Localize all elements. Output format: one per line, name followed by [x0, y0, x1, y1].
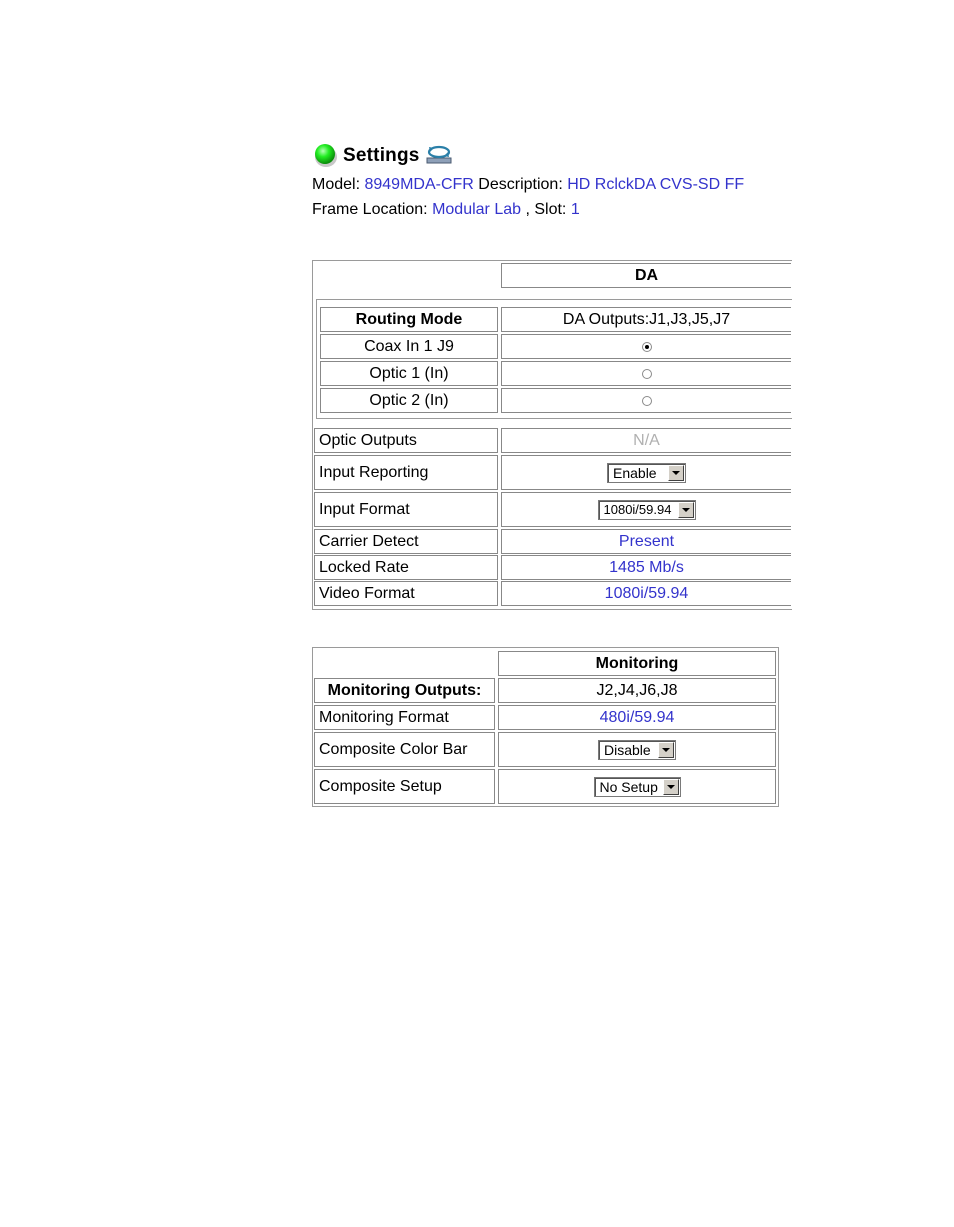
routing-radio-optic2[interactable] — [642, 396, 652, 406]
composite-setup-cell — [498, 769, 776, 804]
composite-color-bar-selected: Disable — [604, 741, 651, 758]
video-format-value: 1080i/59.94 — [501, 581, 791, 606]
monitoring-outputs-value: J2,J4,J6,J8 — [498, 678, 776, 703]
settings-header — [312, 142, 792, 170]
input-reporting-selected: Enable — [613, 464, 657, 481]
optic-outputs-label: Optic Outputs — [314, 428, 498, 453]
routing-radio-coax[interactable] — [642, 342, 652, 352]
input-format-select[interactable] — [598, 500, 696, 520]
frame-location-line — [312, 201, 580, 219]
monitoring-outputs-label: Monitoring Outputs: — [314, 678, 495, 703]
routing-mode-label: Routing Mode — [320, 307, 498, 332]
status-led-icon — [312, 142, 338, 168]
optic-outputs-value: N/A — [501, 428, 791, 453]
frame-location-label: Frame Location: — [312, 201, 428, 218]
monitoring-format-label: Monitoring Format — [314, 705, 495, 730]
model-description-line — [312, 176, 780, 194]
model-label: Model: — [312, 176, 361, 193]
da-column-header: DA — [501, 263, 791, 288]
routing-option-coax-label: Coax In 1 J9 — [320, 334, 498, 359]
locked-rate-label: Locked Rate — [314, 555, 498, 580]
frame-location-value[interactable]: Modular Lab — [432, 201, 522, 218]
routing-option-optic2-cell — [501, 388, 791, 413]
routing-option-optic1-label: Optic 1 (In) — [320, 361, 498, 386]
chevron-down-icon[interactable] — [658, 742, 674, 758]
refresh-icon[interactable] — [426, 144, 452, 164]
slot-label: , Slot: — [525, 201, 567, 218]
video-format-label: Video Format — [314, 581, 498, 606]
routing-option-optic2-label: Optic 2 (In) — [320, 388, 498, 413]
chevron-down-icon[interactable] — [663, 779, 679, 795]
monitoring-format-value: 480i/59.94 — [498, 705, 776, 730]
description-label: Description: — [478, 176, 563, 193]
composite-setup-selected: No Setup — [599, 778, 658, 795]
routing-option-optic1-cell — [501, 361, 791, 386]
input-reporting-cell — [501, 455, 791, 490]
input-reporting-select[interactable] — [607, 463, 686, 483]
input-reporting-label: Input Reporting — [314, 455, 498, 490]
locked-rate-value: 1485 Mb/s — [501, 555, 791, 580]
carrier-detect-value: Present — [501, 529, 791, 554]
composite-color-bar-cell — [498, 732, 776, 767]
slot-value: 1 — [570, 201, 580, 218]
composite-color-bar-label: Composite Color Bar — [314, 732, 495, 767]
description-value: HD RclckDA CVS-SD FF — [567, 176, 745, 193]
monitoring-column-header: Monitoring — [498, 651, 776, 676]
input-format-label: Input Format — [314, 492, 498, 527]
routing-radio-optic1[interactable] — [642, 369, 652, 379]
composite-color-bar-select[interactable] — [598, 740, 676, 760]
input-format-selected: 1080i/59.94 — [603, 502, 672, 517]
composite-setup-label: Composite Setup — [314, 769, 495, 804]
routing-option-coax-cell — [501, 334, 791, 359]
input-format-cell — [501, 492, 791, 527]
chevron-down-icon[interactable] — [668, 465, 684, 481]
chevron-down-icon[interactable] — [678, 502, 694, 518]
page-title: Settings — [343, 145, 420, 166]
model-value: 8949MDA-CFR — [364, 176, 474, 193]
routing-mode-outputs: DA Outputs:J1,J3,J5,J7 — [501, 307, 791, 332]
composite-setup-select[interactable] — [594, 777, 681, 797]
carrier-detect-label: Carrier Detect — [314, 529, 498, 554]
